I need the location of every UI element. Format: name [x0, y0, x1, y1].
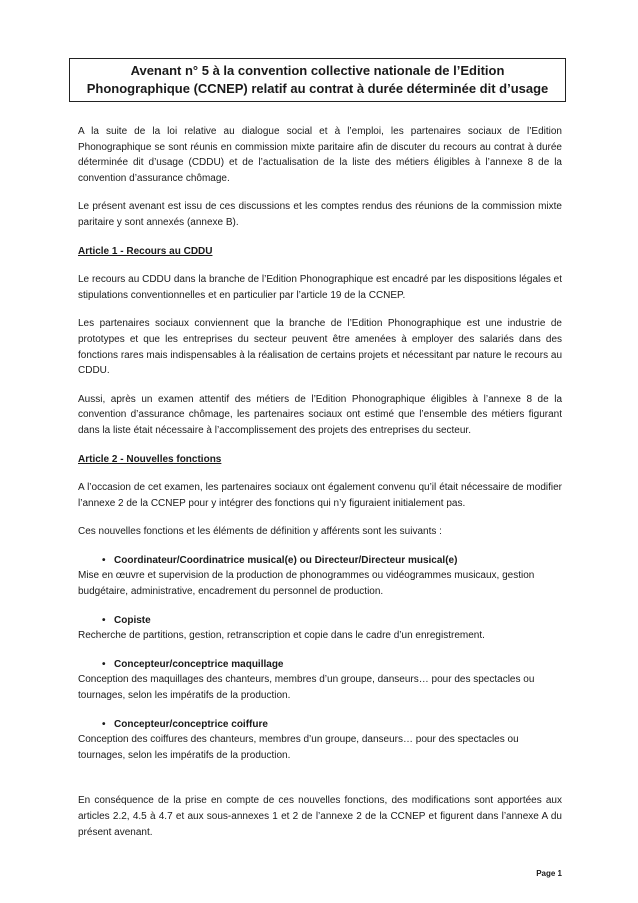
article-2-heading: Article 2 - Nouvelles fonctions [78, 453, 222, 465]
function-description: Mise en œuvre et supervision de la production de phonogrammes ou vidéogrammes musicaux, gestion budgétaire, administrative, encadrement du personnel de production. [78, 570, 535, 598]
function-item-name [78, 613, 562, 629]
function-description: Conception des maquillages des chanteurs, membres d’un groupe, danseurs… pour des spectacles ou tournages, selon les impératifs de la production. [78, 674, 535, 702]
function-description: Recherche de partitions, gestion, retranscription et copie dans le cadre d’un enregistrement. [78, 630, 485, 642]
article-1-paragraph-3: Aussi, après un examen attentif des métiers de l’Edition Phonographique éligibles à l’annexe 8 de la convention d’assurance chômage, les partenaires sociaux ont estimé que l’ensemble des métiers figurant dans la liste était nécessaire à l’accomplissement des projets des entreprises du secteur. [78, 393, 562, 436]
function-item-name [78, 717, 562, 733]
function-name: Coordinateur/Coordinatrice musical(e) ou Directeur/Directeur musical(e) [114, 554, 458, 566]
article-2-paragraph-2: Ces nouvelles fonctions et les éléments de définition y afférents sont les suivants : [78, 526, 442, 538]
title-line-2: Phonographique (CCNEP) relatif au contrat à durée déterminée dit d’usage [86, 81, 549, 96]
page-number: Page 1 [536, 869, 562, 878]
function-description: Conception des coiffures des chanteurs, membres d’un groupe, danseurs… pour des spectacles ou tournages, selon les impératifs de la production. [78, 734, 519, 761]
article-2-paragraph-1: A l’occasion de cet examen, les partenaires sociaux ont également convenu qu’il était nécessaire de modifier l’annexe 2 de la CCNEP pour y intégrer des fonctions qui n’y figuraient initialement pas. [78, 482, 562, 509]
intro-paragraph-2: Le présent avenant est issu de ces discussions et les comptes rendus des réunions de la commission mixte paritaire y sont annexés (annexe B). [78, 201, 562, 228]
function-item-name [78, 657, 562, 673]
function-item-name [78, 553, 562, 569]
article-1-paragraph-2: Les partenaires sociaux conviennent que la branche de l’Edition Phonographique est une industrie de prototypes et que les entreprises du secteur peuvent être amenées à employer des salariés dans des fonctions rares mais indispensables à la réalisation de certains projets et nécessitant par nature le recours au CDDU. [78, 318, 562, 377]
intro-paragraph-1: A la suite de la loi relative au dialogue social et à l’emploi, les partenaires sociaux de l’Edition Phonographique se sont réunis en commission mixte paritaire afin de discuter du recours au contrat à durée déterminée dit d’usage (CDDU) et de l’actualisation de la liste des métiers éligibles à l’annexe 8 de la convention d’assurance chômage. [78, 126, 562, 184]
bullet-icon: • [102, 658, 106, 670]
bullet-icon: • [102, 718, 106, 730]
function-name: Concepteur/conceptrice maquillage [114, 658, 284, 670]
function-name: Concepteur/conceptrice coiffure [114, 718, 268, 730]
document-body [78, 124, 562, 840]
function-name: Copiste [114, 614, 151, 626]
article-1-heading: Article 1 - Recours au CDDU [78, 245, 213, 257]
title-box [69, 58, 566, 102]
bullet-icon: • [102, 614, 106, 626]
title-line-1: Avenant n° 5 à la convention collective nationale de l’Edition [130, 63, 505, 78]
bullet-icon: • [102, 554, 106, 566]
article-2-conclusion: En conséquence de la prise en compte de ces nouvelles fonctions, des modifications sont apportées aux articles 2.2, 4.5 à 4.7 et aux sous-annexes 1 et 2 de l’annexe 2 de la CCNEP et figurent dans l’annexe A du présent avenant. [78, 795, 562, 838]
article-1-paragraph-1: Le recours au CDDU dans la branche de l’Edition Phonographique est encadré par les dispositions légales et stipulations conventionnelles et en particulier par l’article 19 de la CCNEP. [78, 274, 562, 301]
